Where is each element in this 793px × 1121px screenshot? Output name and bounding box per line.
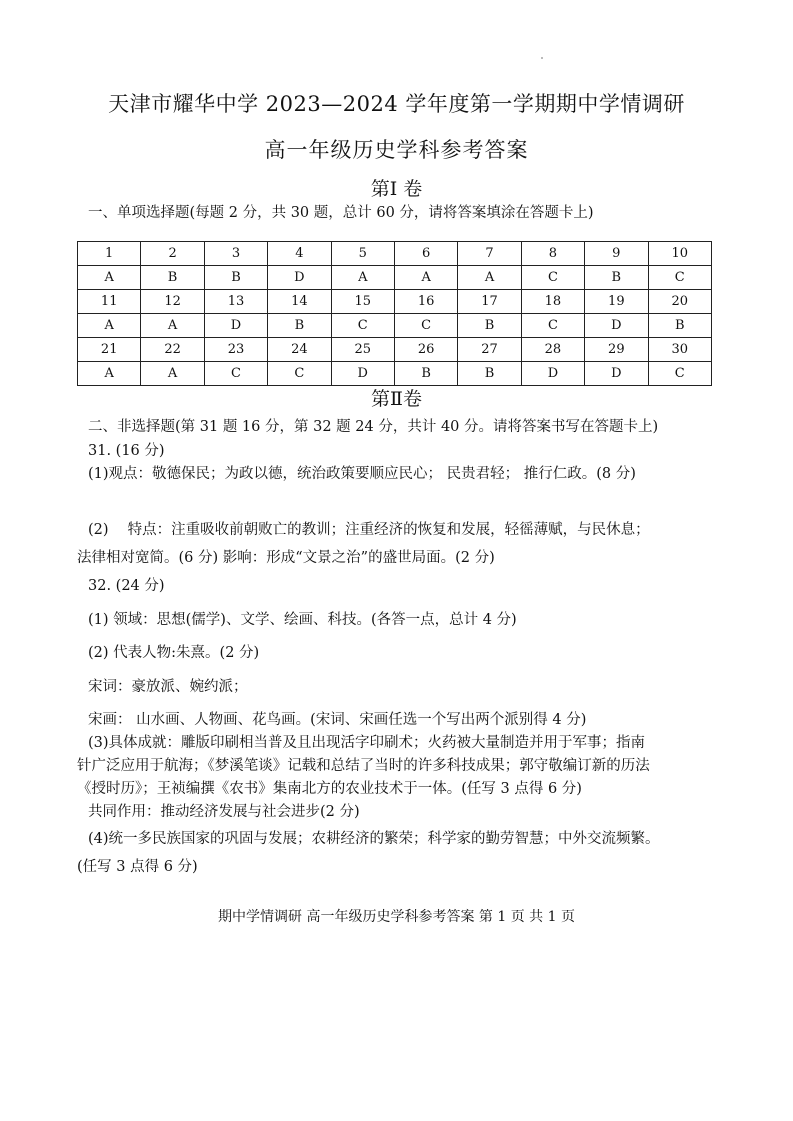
answer-cell: B bbox=[648, 314, 711, 338]
answer-cell: A bbox=[141, 362, 204, 386]
question-number-cell: 7 bbox=[458, 242, 521, 266]
volume-one-heading: 第Ⅰ 卷 bbox=[370, 178, 423, 200]
answer-cell: C bbox=[648, 266, 711, 290]
question-number-row bbox=[78, 242, 712, 266]
q32-part3-line1: (3)具体成就：雕版印刷相当普及且出现活字印刷术；火药被大量制造并用于军事；指南 bbox=[88, 735, 646, 751]
question-number-cell: 25 bbox=[331, 338, 394, 362]
answer-cell: B bbox=[458, 314, 521, 338]
answer-cell: C bbox=[204, 362, 267, 386]
q31-part2-line1: (2) 特点：注重吸收前朝败亡的教训；注重经济的恢复和发展，轻徭薄赋，与民休息； bbox=[88, 522, 650, 538]
answer-cell: A bbox=[78, 362, 141, 386]
question-number-cell: 8 bbox=[521, 242, 584, 266]
question-number-cell: 22 bbox=[141, 338, 204, 362]
q31-part1: (1)观点：敬德保民；为政以德，统治政策要顺应民心； 民贵君轻； 推行仁政。(8 分) bbox=[88, 466, 636, 482]
answer-cell: A bbox=[458, 266, 521, 290]
question-number-cell: 1 bbox=[78, 242, 141, 266]
answer-cell: B bbox=[141, 266, 204, 290]
answer-cell: D bbox=[204, 314, 267, 338]
question-number-cell: 12 bbox=[141, 290, 204, 314]
answer-row bbox=[78, 314, 712, 338]
scan-dot bbox=[541, 57, 543, 59]
question-number-cell: 23 bbox=[204, 338, 267, 362]
answer-cell: D bbox=[268, 266, 331, 290]
question-number-cell: 13 bbox=[204, 290, 267, 314]
answer-cell: A bbox=[78, 314, 141, 338]
question-number-cell: 3 bbox=[204, 242, 267, 266]
answer-cell: B bbox=[394, 362, 457, 386]
q32-part4-line2: (任写 3 点得 6 分) bbox=[77, 859, 198, 875]
answer-cell: D bbox=[585, 314, 648, 338]
answer-cell: C bbox=[331, 314, 394, 338]
answer-cell: A bbox=[78, 266, 141, 290]
question-number-cell: 15 bbox=[331, 290, 394, 314]
question-number-cell: 2 bbox=[141, 242, 204, 266]
q32-part4-line1: (4)统一多民族国家的巩固与发展；农耕经济的繁荣；科学家的勤劳智慧；中外交流频繁。 bbox=[88, 831, 660, 847]
question-number-cell: 20 bbox=[648, 290, 711, 314]
answer-row bbox=[78, 266, 712, 290]
answer-cell: C bbox=[521, 266, 584, 290]
q32-song-ci: 宋词：豪放派、婉约派； bbox=[88, 679, 248, 695]
answer-cell: C bbox=[521, 314, 584, 338]
q31-part2-line2: 法律相对宽简。(6 分) 影响：形成“文景之治”的盛世局面。(2 分) bbox=[77, 550, 495, 566]
question-number-cell: 10 bbox=[648, 242, 711, 266]
question-number-cell: 9 bbox=[585, 242, 648, 266]
question-number-cell: 17 bbox=[458, 290, 521, 314]
question-number-cell: 6 bbox=[394, 242, 457, 266]
question-number-cell: 28 bbox=[521, 338, 584, 362]
document-subtitle: 高一年级历史学科参考答案 bbox=[264, 138, 529, 162]
question-number-cell: 27 bbox=[458, 338, 521, 362]
volume-two-heading: 第Ⅱ卷 bbox=[371, 388, 422, 410]
question-number-cell: 30 bbox=[648, 338, 711, 362]
q32-part2: (2) 代表人物:朱熹。(2 分) bbox=[88, 645, 260, 661]
answer-cell: B bbox=[458, 362, 521, 386]
answer-cell: A bbox=[331, 266, 394, 290]
q32-heading: 32. (24 分) bbox=[88, 578, 165, 594]
question-number-cell: 26 bbox=[394, 338, 457, 362]
section-two-heading: 二、非选择题(第 31 题 16 分，第 32 题 24 分，共计 40 分。请将答案书写在答题卡上) bbox=[88, 419, 659, 435]
answer-cell: B bbox=[268, 314, 331, 338]
answer-cell: A bbox=[394, 266, 457, 290]
question-number-cell: 21 bbox=[78, 338, 141, 362]
question-number-cell: 24 bbox=[268, 338, 331, 362]
document-title: 天津市耀华中学 2023—2024 学年度第一学期期中学情调研 bbox=[108, 92, 685, 116]
q32-song-painting: 宋画： 山水画、人物画、花鸟画。(宋词、宋画任选一个写出两个派别得 4 分) bbox=[88, 712, 587, 728]
answer-table bbox=[77, 241, 712, 386]
answer-cell: D bbox=[521, 362, 584, 386]
q32-common-role: 共同作用：推动经济发展与社会进步(2 分) bbox=[88, 804, 360, 820]
answer-cell: C bbox=[394, 314, 457, 338]
section-one-heading: 一、单项选择题(每题 2 分，共 30 题，总计 60 分，请将答案填涂在答题卡上) bbox=[88, 205, 594, 221]
question-number-cell: 16 bbox=[394, 290, 457, 314]
answer-cell: D bbox=[331, 362, 394, 386]
q32-part3-line3: 《授时历》；王祯编撰《农书》集南北方的农业技术于一体。(任写 3 点得 6 分) bbox=[77, 781, 582, 797]
answer-cell: C bbox=[268, 362, 331, 386]
q31-heading: 31. (16 分) bbox=[88, 443, 165, 459]
question-number-cell: 19 bbox=[585, 290, 648, 314]
q32-part1: (1) 领域：思想(儒学)、文学、绘画、科技。(各答一点，总计 4 分) bbox=[88, 612, 517, 628]
answer-cell: C bbox=[648, 362, 711, 386]
page-footer: 期中学情调研 高一年级历史学科参考答案 第 1 页 共 1 页 bbox=[218, 909, 575, 925]
question-number-row bbox=[78, 290, 712, 314]
answer-cell: A bbox=[141, 314, 204, 338]
question-number-row bbox=[78, 338, 712, 362]
question-number-cell: 11 bbox=[78, 290, 141, 314]
question-number-cell: 29 bbox=[585, 338, 648, 362]
question-number-cell: 14 bbox=[268, 290, 331, 314]
answer-row bbox=[78, 362, 712, 386]
answer-cell: B bbox=[585, 266, 648, 290]
question-number-cell: 5 bbox=[331, 242, 394, 266]
question-number-cell: 4 bbox=[268, 242, 331, 266]
answer-cell: D bbox=[585, 362, 648, 386]
answer-cell: B bbox=[204, 266, 267, 290]
q32-part3-line2: 针广泛应用于航海；《梦溪笔谈》记载和总结了当时的许多科技成果；郭守敬编订新的历法 bbox=[77, 758, 650, 774]
question-number-cell: 18 bbox=[521, 290, 584, 314]
